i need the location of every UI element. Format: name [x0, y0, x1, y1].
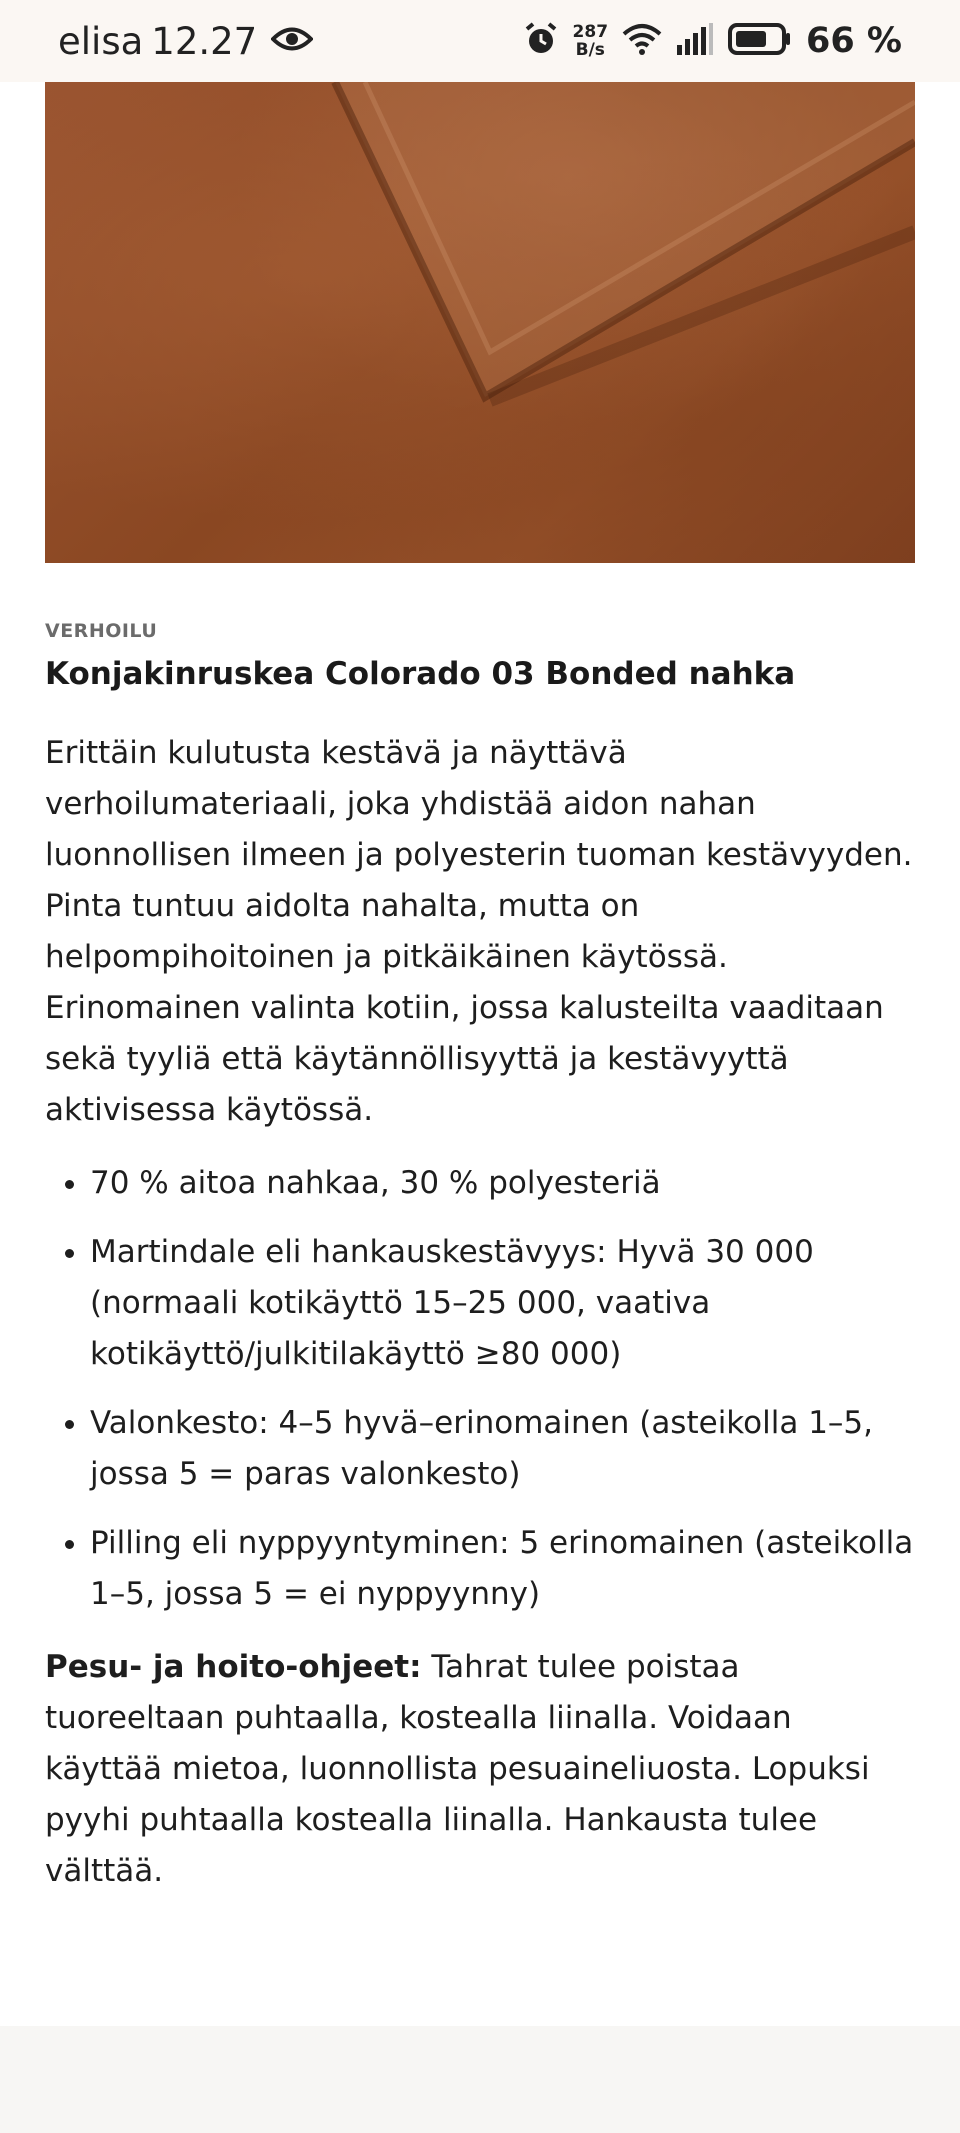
- feature-item: • Pilling eli nyppyyntyminen: 5 erinomainen (asteikolla 1–5, jossa 5 = ei nyppyynny): [90, 1518, 915, 1620]
- net-speed: [573, 23, 609, 59]
- page-footer: [0, 2026, 960, 2133]
- feature-item: • 70 % aitoa nahkaa, 30 % polyesteriä: [90, 1158, 915, 1209]
- feature-item: • Valonkesto: 4–5 hyvä–erinomainen (asteikolla 1–5, jossa 5 = paras valonkesto): [90, 1398, 915, 1500]
- product-details: [45, 620, 915, 1897]
- care-label: Pesu- ja hoito-ohjeet:: [45, 1649, 422, 1685]
- product-description: Erittäin kulutusta kestävä ja näyttävä verhoilumateriaali, joka yhdistää aidon nahan luonnollisen ilmeen ja polyesterin tuoman kestävyyden. Pinta tuntuu aidolta nahalta, mutta on helpompihoitoinen ja pitkäikäinen käytössä. Erinomainen valinta kotiin, jossa kalusteilta vaaditaan sekä tyyliä että käytännöllisyyttä ja kestävyyttä aktivisessa käytössä.: [45, 735, 913, 1128]
- battery-icon: [728, 22, 792, 60]
- eye-icon: [271, 20, 313, 63]
- feature-item: • Martindale eli hankauskestävyys: Hyvä 30 000 (normaali kotikäyttö 15–25 000, vaativa kotikäyttö/julkitilakäyttö ≥80 000): [90, 1227, 915, 1380]
- carrier-name: elisa: [58, 19, 144, 63]
- product-category: VERHOILU: [45, 620, 158, 642]
- status-bar-left: [58, 20, 313, 63]
- product-image: [45, 82, 915, 563]
- status-bar: [0, 0, 960, 82]
- product-title: Konjakinruskea Colorado 03 Bonded nahka: [45, 656, 796, 692]
- signal-icon: [676, 23, 714, 59]
- care-text: Tahrat tulee poistaa tuoreeltaan puhtaalla, kostealla liinalla. Voidaan käyttää mietoa, luonnollista pesuaineliuosta. Lopuksi pyyhi puhtaalla kostealla liinalla. Hankausta tulee välttää.: [45, 1649, 870, 1889]
- alarm-icon: [523, 21, 559, 61]
- net-speed-value: 287: [572, 22, 609, 42]
- battery-percent: 66 %: [806, 21, 902, 61]
- net-speed-unit: B/s: [575, 40, 605, 60]
- status-bar-right: [509, 21, 902, 61]
- wifi-icon: [622, 22, 662, 60]
- care-instructions: [45, 1642, 915, 1897]
- clock: 12.27: [151, 19, 258, 63]
- feature-list: [45, 1158, 915, 1620]
